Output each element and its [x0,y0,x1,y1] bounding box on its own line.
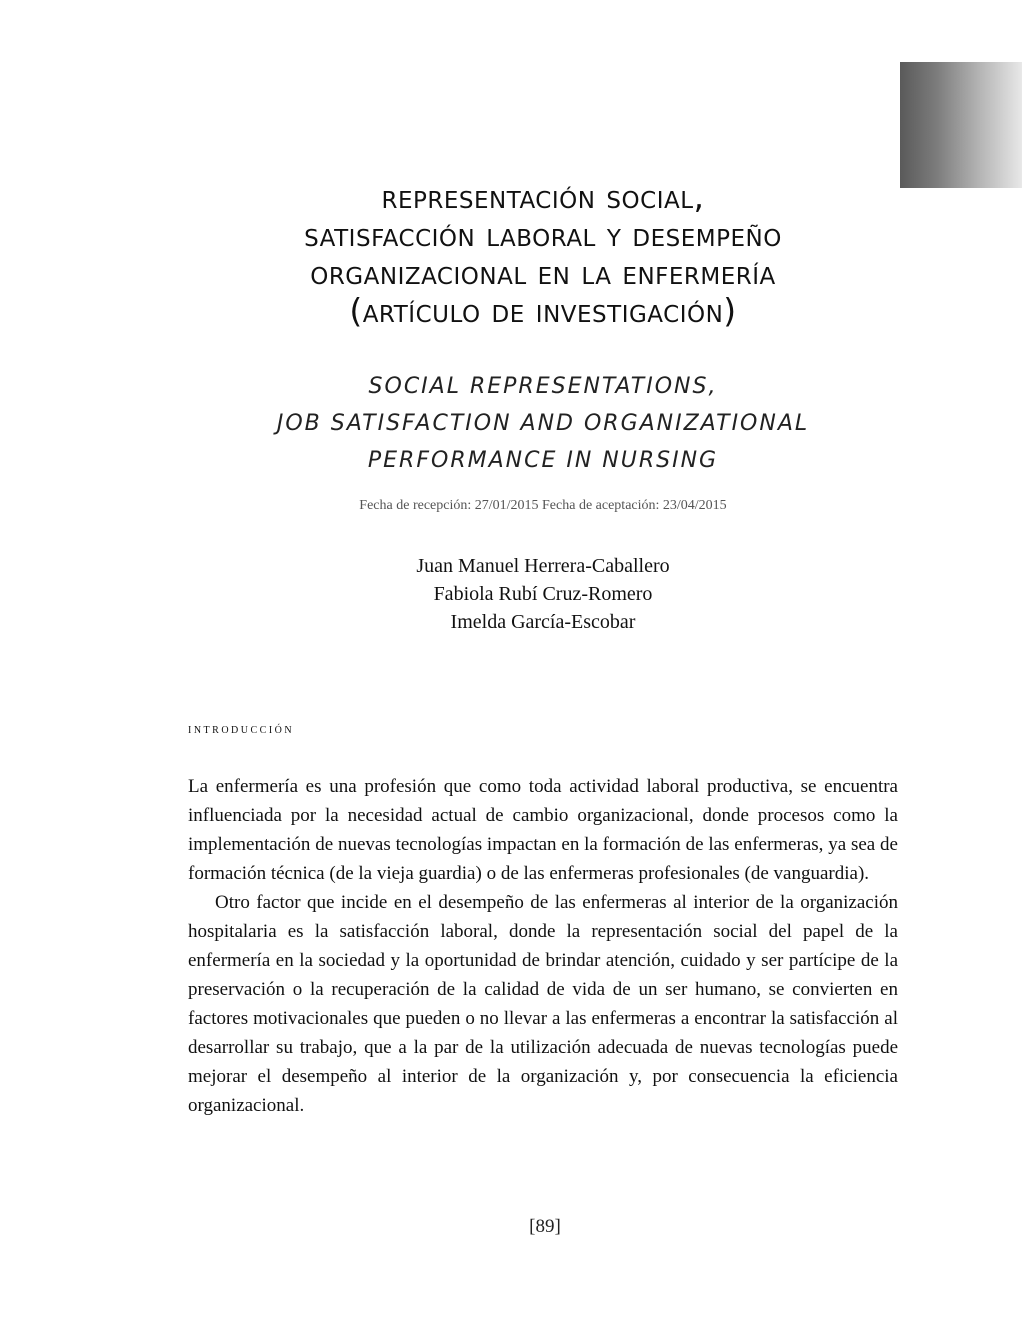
paragraph: Otro factor que incide en el desempeño de las enfermeras al interior de la organización hospitalaria es la satisfacción laboral, donde la representación social del papel de la enfermería en la sociedad y la oportunidad de brindar atención, cuidado y ser partícipe de la preservación o la recuperación de la calidad de vida de un ser humano, se convierten en factores motivacionales que pueden o no llevar a las enfermeras a encontrar la satisfacción al desarrollar su trabajo, que a la par de la utilización adecuada de nuevas tecnologías puede mejorar el desempeño al interior de la organización y, por consecuencia la eficiencia organizacional. [188,892,898,1116]
article-title-spanish [150,178,936,330]
author-list [150,552,936,636]
author-name: Juan Manuel Herrera-Caballero [416,555,670,577]
page-number: [89] [529,1216,561,1237]
article-title-english [150,368,936,479]
title-line: JOB SATISFACTION AND ORGANIZATIONAL [276,411,810,436]
reception-acceptance-dates: Fecha de recepción: 27/01/2015 Fecha de aceptación: 23/04/2015 [359,498,727,513]
paragraph: La enfermería es una profesión que como toda actividad laboral productiva, se encuentra influenciada por la necesidad actual de cambio organizacional, donde procesos como la implementación de nuevas tecnologías impactan en la formación de las enfermeras, ya sea de formación técnica (de la vieja guardia) o de las enfermeras profesionales (de vanguardia). [188,776,898,884]
title-line: organizacional en la enfermería [310,253,776,292]
body-text [188,772,898,1120]
author-name: Imelda García-Escobar [450,611,636,633]
title-line: (artículo de investigación) [349,291,737,330]
section-heading: introducción [188,722,295,737]
title-line: PERFORMANCE IN NURSING [367,448,719,473]
title-line: representación social, [381,177,705,216]
author-name: Fabiola Rubí Cruz-Romero [433,583,653,605]
chapter-thumb-tab [900,62,1022,188]
title-line: satisfacción laboral y desempeño [304,215,782,254]
title-line: SOCIAL REPRESENTATIONS, [368,374,718,399]
